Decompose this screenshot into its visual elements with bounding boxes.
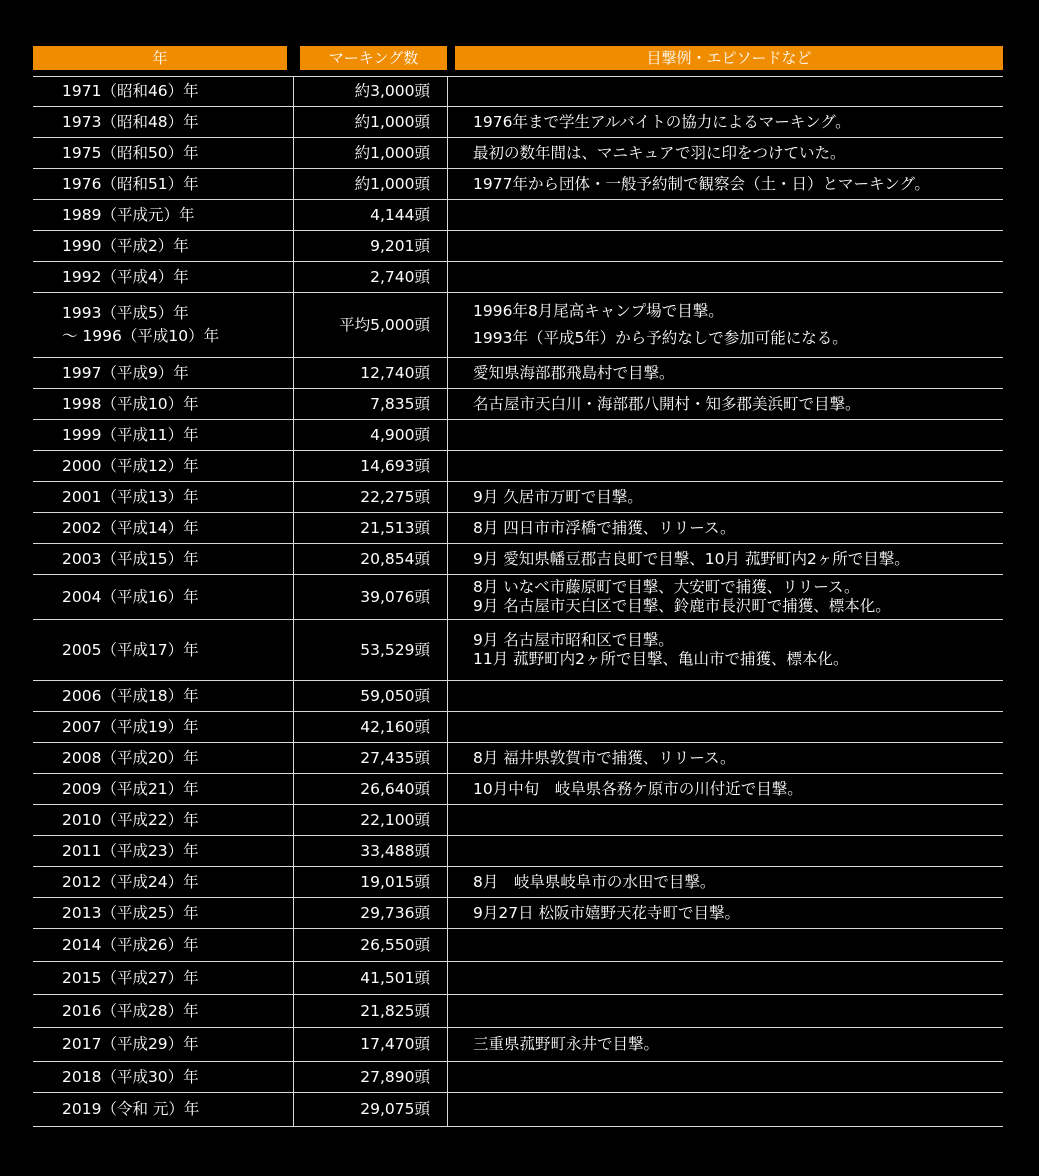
notes-cell — [448, 200, 1003, 230]
marking-count-value: 33,488頭 — [360, 841, 430, 860]
year-cell — [33, 200, 293, 230]
marking-count-value: 7,835頭 — [370, 394, 430, 413]
year-label: 2012（平成24）年 — [62, 872, 199, 891]
year-cell — [33, 620, 293, 680]
marking-count-value: 27,890頭 — [360, 1067, 430, 1086]
year-cell — [33, 389, 293, 419]
marking-count-cell — [293, 107, 448, 137]
year-label: 2002（平成14）年 — [62, 518, 199, 537]
table-row — [33, 575, 1003, 620]
marking-count-value: 約1,000頭 — [354, 112, 430, 131]
marking-count-cell — [293, 743, 448, 773]
marking-count-value: 4,144頭 — [370, 205, 430, 224]
year-label: 1973（昭和48）年 — [62, 112, 199, 131]
notes-cell — [448, 898, 1003, 928]
table-row — [33, 867, 1003, 898]
notes-cell — [448, 231, 1003, 261]
marking-count-cell — [293, 836, 448, 866]
marking-count-value: 26,550頭 — [360, 935, 430, 954]
marking-count-cell — [293, 420, 448, 450]
year-cell — [33, 681, 293, 711]
marking-count-value: 27,435頭 — [360, 748, 430, 767]
year-cell — [33, 898, 293, 928]
table-row — [33, 293, 1003, 358]
year-label: 2004（平成16）年 — [62, 587, 199, 606]
marking-count-value: 22,100頭 — [360, 810, 430, 829]
year-cell — [33, 575, 293, 619]
year-cell — [33, 1028, 293, 1061]
table-row — [33, 620, 1003, 681]
marking-count-cell — [293, 620, 448, 680]
marking-count-cell — [293, 77, 448, 106]
note-text: 9月27日 松阪市嬉野天花寺町で目撃。 — [473, 903, 741, 922]
table-row — [33, 262, 1003, 293]
table-row — [33, 420, 1003, 451]
notes-cell — [448, 420, 1003, 450]
table-row — [33, 169, 1003, 200]
marking-count-cell — [293, 169, 448, 199]
year-label: 2014（平成26）年 — [62, 935, 199, 954]
note-text: 名古屋市天白川・海部郡八開村・知多郡美浜町で目撃。 — [473, 394, 861, 413]
note-text: 1976年まで学生アルバイトの協力によるマーキング。 — [473, 112, 851, 131]
year-label: 1989（平成元）年 — [62, 205, 195, 224]
note-text: 愛知県海部郡飛島村で目撃。 — [473, 363, 675, 382]
note-text: 9月 名古屋市昭和区で目撃。 — [473, 631, 674, 649]
year-cell — [33, 77, 293, 106]
marking-count-cell — [293, 389, 448, 419]
table-row — [33, 929, 1003, 962]
table-row — [33, 681, 1003, 712]
marking-count-value: 21,513頭 — [360, 518, 430, 537]
year-cell — [33, 451, 293, 481]
year-cell — [33, 995, 293, 1027]
table-row — [33, 1062, 1003, 1093]
table-row — [33, 358, 1003, 389]
notes-cell — [448, 1062, 1003, 1092]
notes-cell — [448, 107, 1003, 137]
table-row — [33, 1093, 1003, 1127]
year-label: 2015（平成27）年 — [62, 968, 199, 987]
marking-count-cell — [293, 482, 448, 512]
year-cell — [33, 836, 293, 866]
year-cell — [33, 774, 293, 804]
marking-count-cell — [293, 544, 448, 574]
notes-cell — [448, 77, 1003, 106]
marking-count-cell — [293, 358, 448, 388]
table-row — [33, 805, 1003, 836]
notes-cell — [448, 138, 1003, 168]
marking-count-value: 41,501頭 — [360, 968, 430, 987]
year-label: 2010（平成22）年 — [62, 810, 199, 829]
marking-count-cell — [293, 293, 448, 357]
marking-count-value: 平均5,000頭 — [339, 315, 430, 334]
note-text: 8月 四日市市浮橋で捕獲、リリース。 — [473, 518, 736, 537]
year-label: 1999（平成11）年 — [62, 425, 199, 444]
year-cell — [33, 1093, 293, 1126]
notes-cell — [448, 867, 1003, 897]
year-cell — [33, 138, 293, 168]
year-label: 2000（平成12）年 — [62, 456, 199, 475]
notes-cell — [448, 389, 1003, 419]
year-cell — [33, 482, 293, 512]
year-cell — [33, 712, 293, 742]
marking-count-value: 19,015頭 — [360, 872, 430, 891]
table-row — [33, 389, 1003, 420]
marking-count-cell — [293, 451, 448, 481]
table-row — [33, 77, 1003, 107]
marking-count-value: 約1,000頭 — [354, 143, 430, 162]
table-row — [33, 1028, 1003, 1062]
marking-count-value: 17,470頭 — [360, 1035, 430, 1053]
notes-cell — [448, 1028, 1003, 1061]
note-text: 1996年8月尾高キャンプ場で目撃。 — [473, 302, 724, 320]
marking-count-cell — [293, 1062, 448, 1092]
marking-count-value: 29,736頭 — [360, 903, 430, 922]
year-cell — [33, 867, 293, 897]
marking-count-value: 14,693頭 — [360, 456, 430, 475]
notes-cell — [448, 544, 1003, 574]
note-text: 9月 愛知県幡豆郡吉良町で目撃、10月 菰野町内2ヶ所で目撃。 — [473, 549, 910, 568]
notes-cell — [448, 962, 1003, 994]
notes-cell — [448, 358, 1003, 388]
table-row — [33, 743, 1003, 774]
year-label: 2019（令和 元）年 — [62, 1100, 200, 1118]
marking-count-cell — [293, 262, 448, 292]
year-label: 2001（平成13）年 — [62, 487, 199, 506]
note-text: 最初の数年間は、マニキュアで羽に印をつけていた。 — [473, 143, 846, 162]
table-row — [33, 451, 1003, 482]
marking-count-value: 2,740頭 — [370, 267, 430, 286]
marking-count-cell — [293, 513, 448, 543]
marking-count-value: 22,275頭 — [360, 487, 430, 506]
table-row — [33, 774, 1003, 805]
year-label: 2007（平成19）年 — [62, 717, 199, 736]
table-row — [33, 712, 1003, 743]
year-label: ～ 1996（平成10）年 — [62, 327, 220, 345]
year-label: 2009（平成21）年 — [62, 779, 199, 798]
marking-count-cell — [293, 805, 448, 835]
table-row — [33, 962, 1003, 995]
marking-count-value: 21,825頭 — [360, 1001, 430, 1020]
year-cell — [33, 293, 293, 357]
year-cell — [33, 1062, 293, 1092]
marking-count-cell — [293, 774, 448, 804]
note-text: 11月 菰野町内2ヶ所で目撃、亀山市で捕獲、標本化。 — [473, 650, 849, 668]
note-text: 9月 名古屋市天白区で目撃、鈴鹿市長沢町で捕獲、標本化。 — [473, 597, 891, 615]
note-text: 1993年（平成5年）から予約なしで参加可能になる。 — [473, 329, 848, 347]
marking-count-value: 59,050頭 — [360, 686, 430, 705]
year-label: 1990（平成2）年 — [62, 236, 189, 255]
marking-count-cell — [293, 1093, 448, 1126]
notes-cell — [448, 929, 1003, 961]
notes-cell — [448, 620, 1003, 680]
marking-table — [33, 76, 1003, 1127]
year-label: 1993（平成5）年 — [62, 304, 189, 322]
notes-cell — [448, 575, 1003, 619]
marking-count-value: 42,160頭 — [360, 717, 430, 736]
marking-count-cell — [293, 867, 448, 897]
marking-count-cell — [293, 995, 448, 1027]
notes-cell — [448, 805, 1003, 835]
year-label: 2017（平成29）年 — [62, 1035, 199, 1053]
year-label: 2016（平成28）年 — [62, 1001, 199, 1020]
table-row — [33, 482, 1003, 513]
header-year: 年 — [33, 46, 287, 70]
notes-cell — [448, 451, 1003, 481]
year-cell — [33, 513, 293, 543]
note-text: 8月 福井県敦賀市で捕獲、リリース。 — [473, 748, 736, 767]
table-row — [33, 513, 1003, 544]
year-label: 2006（平成18）年 — [62, 686, 199, 705]
marking-count-value: 12,740頭 — [360, 363, 430, 382]
table-row — [33, 995, 1003, 1028]
year-cell — [33, 805, 293, 835]
marking-count-cell — [293, 200, 448, 230]
year-label: 1997（平成9）年 — [62, 363, 189, 382]
year-label: 1992（平成4）年 — [62, 267, 189, 286]
notes-cell — [448, 743, 1003, 773]
notes-cell — [448, 513, 1003, 543]
year-cell — [33, 962, 293, 994]
note-text: 10月中旬 岐阜県各務ケ原市の川付近で目撃。 — [473, 779, 803, 798]
year-cell — [33, 262, 293, 292]
year-label: 2013（平成25）年 — [62, 903, 199, 922]
note-text: 1977年から団体・一般予約制で観察会（土・日）とマーキング。 — [473, 174, 930, 193]
notes-cell — [448, 262, 1003, 292]
header-notes: 目撃例・エピソードなど — [455, 46, 1003, 70]
notes-cell — [448, 712, 1003, 742]
marking-count-value: 約3,000頭 — [354, 82, 430, 100]
year-cell — [33, 358, 293, 388]
notes-cell — [448, 1093, 1003, 1126]
table-row — [33, 231, 1003, 262]
marking-count-value: 20,854頭 — [360, 549, 430, 568]
year-cell — [33, 107, 293, 137]
marking-count-cell — [293, 231, 448, 261]
year-label: 2008（平成20）年 — [62, 748, 199, 767]
table-row — [33, 107, 1003, 138]
table-header — [33, 46, 1003, 70]
table-row — [33, 836, 1003, 867]
notes-cell — [448, 836, 1003, 866]
marking-count-cell — [293, 681, 448, 711]
notes-cell — [448, 995, 1003, 1027]
marking-count-value: 53,529頭 — [360, 640, 430, 659]
marking-count-cell — [293, 712, 448, 742]
header-marking-count: マーキング数 — [300, 46, 447, 70]
marking-count-cell — [293, 962, 448, 994]
marking-count-value: 4,900頭 — [370, 425, 430, 444]
marking-count-value: 9,201頭 — [370, 236, 430, 255]
notes-cell — [448, 774, 1003, 804]
marking-count-value: 29,075頭 — [360, 1100, 430, 1118]
year-label: 2011（平成23）年 — [62, 841, 199, 860]
notes-cell — [448, 169, 1003, 199]
table-row — [33, 544, 1003, 575]
note-text: 8月 岐阜県岐阜市の水田で目撃。 — [473, 872, 716, 891]
year-label: 1976（昭和51）年 — [62, 174, 199, 193]
note-text: 三重県菰野町永井で目撃。 — [473, 1035, 660, 1053]
note-text: 9月 久居市万町で目撃。 — [473, 487, 643, 506]
year-cell — [33, 929, 293, 961]
marking-count-cell — [293, 929, 448, 961]
notes-cell — [448, 293, 1003, 357]
marking-count-value: 約1,000頭 — [354, 174, 430, 193]
marking-count-cell — [293, 138, 448, 168]
year-label: 1998（平成10）年 — [62, 394, 199, 413]
notes-cell — [448, 681, 1003, 711]
marking-count-cell — [293, 575, 448, 619]
notes-cell — [448, 482, 1003, 512]
year-label: 2003（平成15）年 — [62, 549, 199, 568]
year-cell — [33, 544, 293, 574]
year-label: 2005（平成17）年 — [62, 640, 199, 659]
note-text: 8月 いなべ市藤原町で目撃、大安町で捕獲、リリース。 — [473, 578, 860, 596]
year-cell — [33, 231, 293, 261]
table-row — [33, 138, 1003, 169]
marking-count-value: 39,076頭 — [360, 587, 430, 606]
year-cell — [33, 169, 293, 199]
table-row — [33, 200, 1003, 231]
year-cell — [33, 420, 293, 450]
marking-count-cell — [293, 1028, 448, 1061]
year-label: 1975（昭和50）年 — [62, 143, 199, 162]
table-row — [33, 898, 1003, 929]
year-label: 1971（昭和46）年 — [62, 82, 199, 100]
marking-count-cell — [293, 898, 448, 928]
marking-count-value: 26,640頭 — [360, 779, 430, 798]
year-cell — [33, 743, 293, 773]
year-label: 2018（平成30）年 — [62, 1067, 199, 1086]
